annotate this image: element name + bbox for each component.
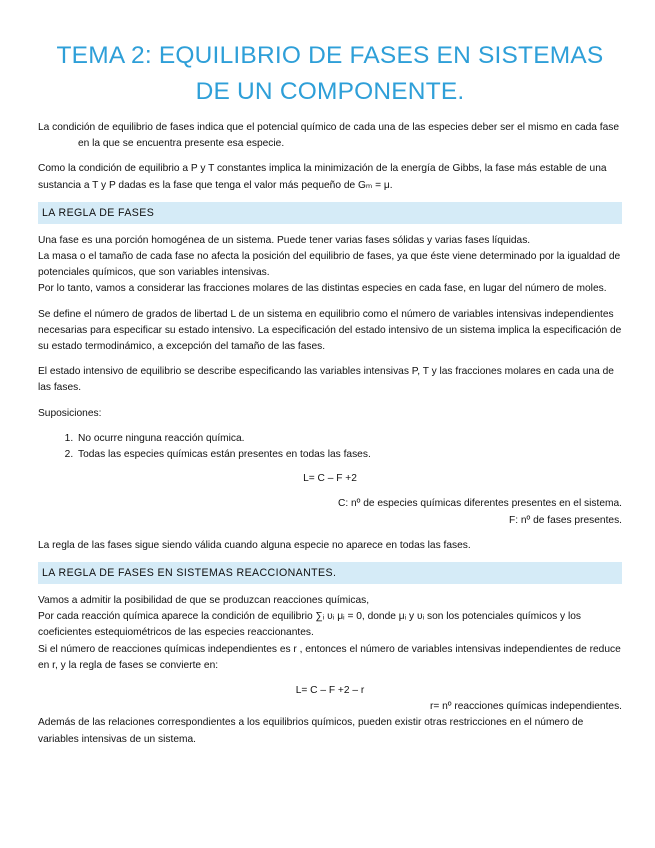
s1-paragraph-4: Se define el número de grados de libertad L de un sistema en equilibrio como el número de variables intensivas independientes necesarias para especificar su estado intensivo. La especificación del estado intensivo de un sistema implica la especificación de su estado termodinámico, a excepción del tamaño de las fases. — [38, 308, 622, 353]
s1-paragraph-5: El estado intensivo de equilibrio se describe especificando las variables intensivas P, T y las fracciones molares en cada una de las fases. — [38, 366, 614, 394]
intro-paragraph-2: Como la condición de equilibrio a P y T constantes implica la minimización de la energía de Gibbs, la fase más estable de una sustancia a T y P dadas es la fase que tenga el valor más pequeño de Gₘ = μ. — [38, 163, 607, 191]
list-item: 2. Todas las especies químicas están presentes en todas las fases. — [76, 447, 622, 463]
s1-paragraph-3: Por lo tanto, vamos a considerar las fracciones molares de las distintas especies en cada fase, en lugar del número de moles. — [38, 283, 607, 295]
legend-c: C: nº de especies químicas diferentes presentes en el sistema. — [337, 498, 622, 510]
suppositions-list — [38, 431, 622, 463]
document-page — [38, 38, 622, 748]
s2-paragraph-1: Vamos a admitir la posibilidad de que se produzcan reacciones químicas, — [38, 595, 370, 607]
title-line-1: TEMA 2: EQUILIBRIO DE FASES EN SISTEMAS — [56, 42, 604, 69]
list-item: 1. No ocurre ninguna reacción química. — [76, 431, 622, 447]
title-line-2: DE UN COMPONENTE. — [195, 78, 465, 105]
section-heading-sistemas-reaccionantes: LA REGLA DE FASES EN SISTEMAS REACCIONANTES. — [38, 562, 622, 584]
suppositions-label: Suposiciones: — [38, 407, 102, 419]
s1-paragraph-1: Una fase es una porción homogénea de un sistema. Puede tener varias fases sólidas y varias fases líquidas. — [38, 234, 531, 246]
s2-paragraph-2: Por cada reacción química aparece la condición de equilibrio ∑ᵢ υᵢ μᵢ = 0, donde μᵢ y υᵢ son los potenciales químicos y los coeficientes estequiométricos de las especies reaccionantes. — [38, 611, 582, 639]
legend-f: F: nº de fases presentes. — [508, 514, 622, 526]
s1-paragraph-6: La regla de las fases sigue siendo válida cuando alguna especie no aparece en todas las fases. — [38, 539, 471, 551]
s2-paragraph-3: Si el número de reacciones químicas independientes es r , entonces el número de variables intensivas independientes de reduce en r, y la regla de fases se convierte en: — [38, 643, 621, 671]
formula-reacting: L= C – F +2 – r — [295, 685, 365, 697]
formula-phase-rule: L= C – F +2 — [303, 473, 357, 485]
s2-paragraph-4: Además de las relaciones correspondientes a los equilibrios químicos, pueden existir otras restricciones en el número de variables intensivas de un sistema. — [38, 717, 584, 745]
section-heading-regla-fases: LA REGLA DE FASES — [38, 202, 622, 224]
page-title — [38, 38, 622, 110]
legend-r: r= nº reacciones químicas independientes. — [429, 701, 622, 713]
intro-paragraph-1: La condición de equilibrio de fases indica que el potencial químico de cada una de las especies deber ser el mismo en cada fase en la que se encuentra presente esa especie. — [38, 122, 620, 150]
s1-paragraph-2: La masa o el tamaño de cada fase no afecta la posición del equilibrio de fases, ya que éste viene determinado por la igualdad de potenciales químicos, que son variables intensivas. — [38, 251, 621, 279]
